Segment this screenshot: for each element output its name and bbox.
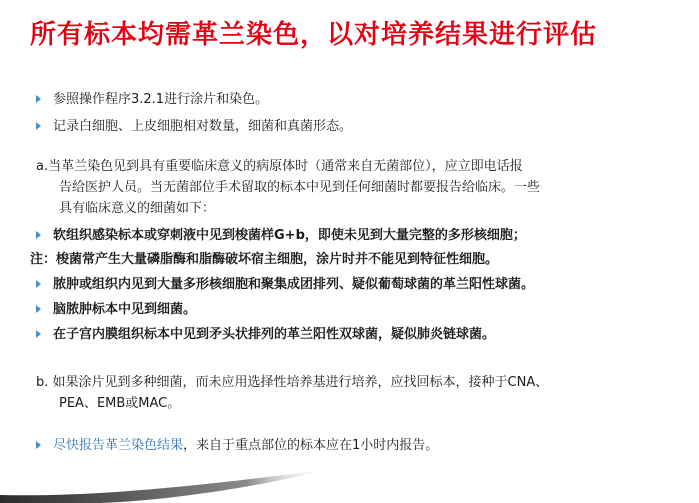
paragraph-a <box>36 156 686 219</box>
decorative-swoosh <box>0 465 330 503</box>
triangle-bullet-icon <box>36 122 41 130</box>
triangle-bullet-icon <box>36 330 41 338</box>
bullet-text: 脓肿或组织内见到大量多形核细胞和聚集成团排列、疑似葡萄球菌的革兰阳性球菌。 <box>53 277 535 292</box>
triangle-bullet-icon <box>36 231 41 239</box>
bold-bullet-item <box>36 276 534 294</box>
paragraph-a-line: a.当革兰染色见到具有重要临床意义的病原体时（通常来自无菌部位），应立即电话报 <box>36 159 523 174</box>
paragraph-a-line: 具有临床意义的细菌如下： <box>59 201 216 216</box>
triangle-bullet-icon <box>36 95 41 103</box>
paragraph-b <box>36 372 686 414</box>
bullet-text: 脑脓肿标本中见到细菌。 <box>53 302 197 317</box>
final-bullet-item <box>36 437 438 455</box>
bullet-text: 参照操作程序3.2.1进行涂片和染色。 <box>53 92 269 107</box>
slide-title: 所有标本均需革兰染色，以对培养结果进行评估 <box>30 20 598 50</box>
bullet-item <box>36 91 268 109</box>
paragraph-b-line: PEA、EMB或MAC。 <box>59 396 181 411</box>
paragraph-a-line: 告给医护人员。当无菌部位手术留取的标本中见到任何细菌时都要报告给临床。一些 <box>59 180 541 195</box>
bold-bullet-item <box>36 326 495 344</box>
bullet-text: 记录白细胞、上皮细胞相对数量，细菌和真菌形态。 <box>53 119 353 134</box>
highlight-text: 尽快报告革兰染色结果 <box>53 438 184 453</box>
triangle-bullet-icon <box>36 280 41 288</box>
bullet-text: 在子宫内膜组织标本中见到矛头状排列的革兰阳性双球菌，疑似肺炎链球菌。 <box>53 327 496 342</box>
bullet-text: ，来自于重点部位的标本应在1小时内报告。 <box>183 438 439 453</box>
bold-bullet-item <box>36 227 526 245</box>
bullet-text: 软组织感染标本或穿刺液中见到梭菌样G+b，即使未见到大量完整的多形核细胞； <box>53 228 526 243</box>
bold-bullet-item <box>36 301 196 319</box>
paragraph-b-line: b. 如果涂片见到多种细菌，而未应用选择性培养基进行培养，应找回标本，接种于CNA、 <box>36 375 549 390</box>
note-line: 注：梭菌常产生大量磷脂酶和脂酶破坏宿主细胞，涂片时并不能见到特征性细胞。 <box>30 252 499 267</box>
triangle-bullet-icon <box>36 441 41 449</box>
triangle-bullet-icon <box>36 305 41 313</box>
bullet-item <box>36 118 352 136</box>
